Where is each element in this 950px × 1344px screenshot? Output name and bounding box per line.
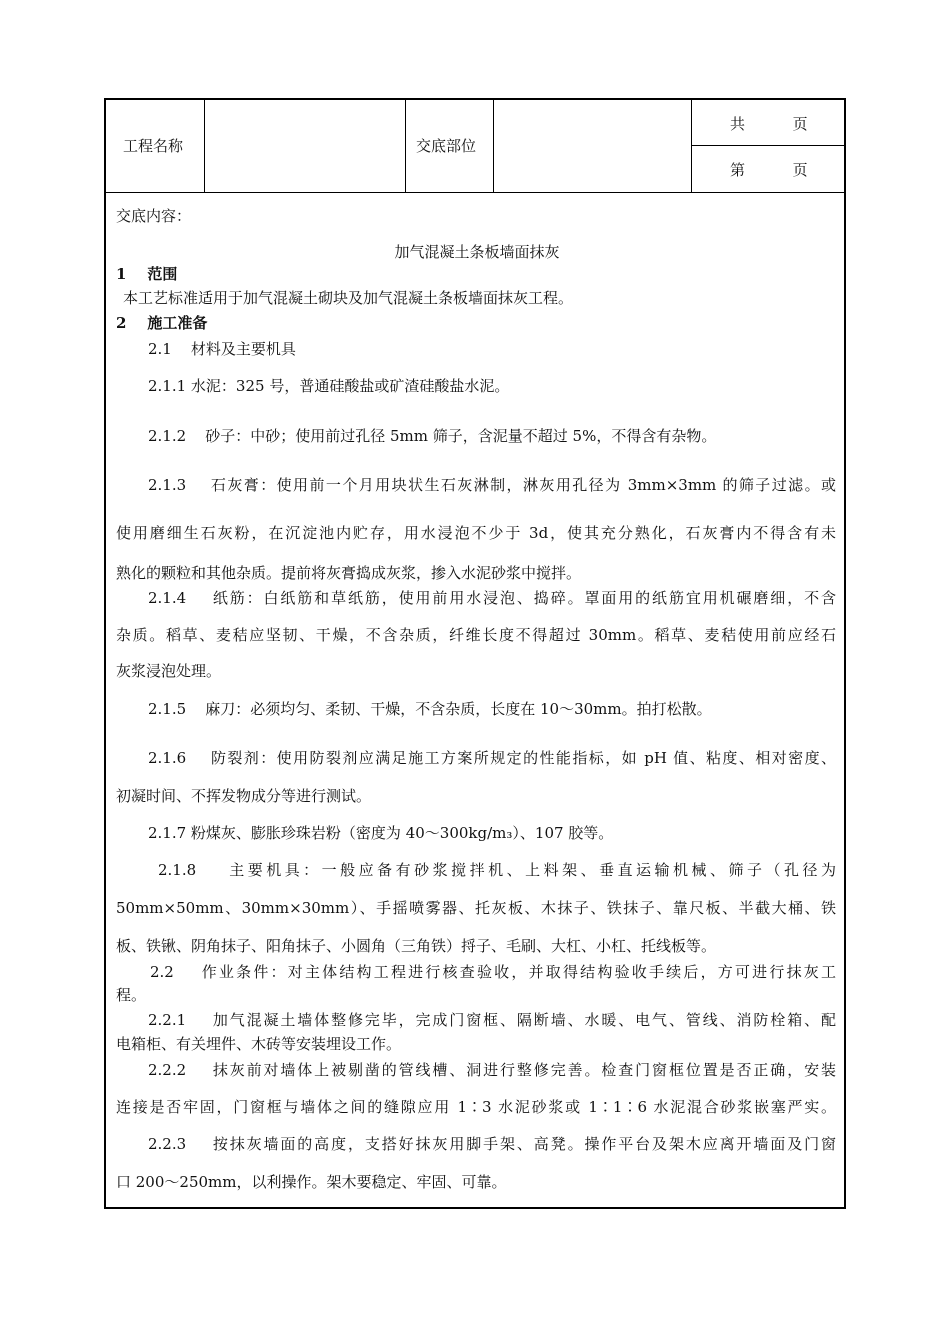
para-2-1-8-line: 板、铁锹、阴角抹子、阳角抹子、小圆角（三角铁）捋子、毛刷、大杠、小杠、托线板等。	[116, 937, 717, 955]
para-2-1-4-line: 灰浆浸泡处理。	[116, 662, 222, 680]
para-2-2-3-line: 口 200～250mm，以利操作。架木要稳定、牢固、可靠。	[116, 1173, 507, 1191]
header-divider	[204, 100, 205, 192]
section-2-heading: 2 施工准备	[116, 314, 208, 332]
para-2-1-7: 2.1.7 粉煤灰、膨胀珍珠岩粉（密度为 40～300kg/m₃）、107 胶等。	[148, 824, 614, 842]
para-2-2-3-line: 2.2.3 按抹灰墙面的高度，支搭好抹灰用脚手架、高凳。操作平台及架木应离开墙面及门窗	[148, 1135, 836, 1153]
section-1-text: 本工艺标准适用于加气混凝土砌块及加气混凝土条板墙面抹灰工程。	[123, 289, 574, 307]
header-divider	[691, 145, 846, 146]
para-2-1-8-line: 50mm×50mm、30mm×30mm）、手摇喷雾器、托灰板、木抹子、铁抹子、靠尺板、半截大桶、铁	[116, 899, 836, 917]
para-2-1-8-line: 2.1.8 主要机具：一般应备有砂浆搅拌机、上料架、垂直运输机械、筛子（孔径为	[158, 861, 836, 879]
para-2-1: 2.1 材料及主要机具	[148, 340, 296, 358]
header-divider	[405, 100, 406, 192]
header-divider	[493, 100, 494, 192]
para-2-1-4-line: 2.1.4 纸筋：白纸筋和草纸筋，使用前用水浸泡、捣碎。罩面用的纸筋宜用机碾磨细，不含	[148, 589, 836, 607]
para-2-1-3-line: 2.1.3 石灰膏：使用前一个月用块状生石灰淋制，淋灰用孔径为 3mm×3mm 的筛子过滤。或	[148, 476, 836, 494]
header-divider	[691, 100, 692, 192]
project-name-label: 工程名称	[123, 137, 184, 155]
para-2-2-1-line: 2.2.1 加气混凝土墙体整修完毕，完成门窗框、隔断墙、水暖、电气、管线、消防栓箱、配	[148, 1011, 836, 1029]
content-label: 交底内容：	[116, 207, 192, 225]
header-bottom-line	[106, 192, 846, 193]
total-pages: 共 页	[730, 115, 808, 133]
para-2-1-5: 2.1.5 麻刀：必须均匀、柔韧、干燥，不含杂质，长度在 10～30mm。拍打松散。	[148, 700, 712, 718]
para-2-2-1-line: 电箱柜、有关埋件、木砖等安装埋设工作。	[116, 1035, 402, 1053]
disclosure-form	[104, 98, 846, 1209]
para-2-2-2-line: 连接是否牢固，门窗框与墙体之间的缝隙应用 1∶3 水泥砂浆或 1∶1∶6 水泥混合砂浆嵌塞严实。	[116, 1098, 836, 1116]
para-2-2-2-line: 2.2.2 抹灰前对墙体上被剔凿的管线槽、洞进行整修完善。检查门窗框位置是否正确，安装	[148, 1061, 836, 1079]
para-2-2-line: 2.2 作业条件：对主体结构工程进行核查验收，并取得结构验收手续后，方可进行抹灰工	[150, 963, 836, 981]
para-2-1-6-line: 初凝时间、不挥发物成分等进行测试。	[116, 787, 372, 805]
para-2-1-1: 2.1.1 水泥：325 号，普通硅酸盐或矿渣硅酸盐水泥。	[148, 377, 510, 395]
para-2-2-line: 程。	[116, 986, 147, 1004]
page-number: 第 页	[730, 161, 808, 179]
para-2-1-2: 2.1.2 砂子：中砂；使用前过孔径 5mm 筛子，含泥量不超过 5%，不得含有杂物。	[148, 427, 717, 445]
para-2-1-3-line: 使用磨细生石灰粉，在沉淀池内贮存，用水浸泡不少于 3d，使其充分熟化，石灰膏内不得含有未	[116, 524, 836, 542]
para-2-1-6-line: 2.1.6 防裂剂：使用防裂剂应满足施工方案所规定的性能指标，如 pH 值、粘度、相对密度、	[148, 749, 836, 767]
location-label: 交底部位	[416, 137, 477, 155]
para-2-1-4-line: 杂质。稻草、麦秸应坚韧、干燥，不含杂质，纤维长度不得超过 30mm。稻草、麦秸使用前应经石	[116, 626, 836, 644]
document-title: 加气混凝土条板墙面抹灰	[394, 243, 560, 261]
section-1-heading: 1 范围	[116, 265, 178, 283]
para-2-1-3-line: 熟化的颗粒和其他杂质。提前将灰膏捣成灰浆，掺入水泥砂浆中搅拌。	[116, 564, 582, 582]
